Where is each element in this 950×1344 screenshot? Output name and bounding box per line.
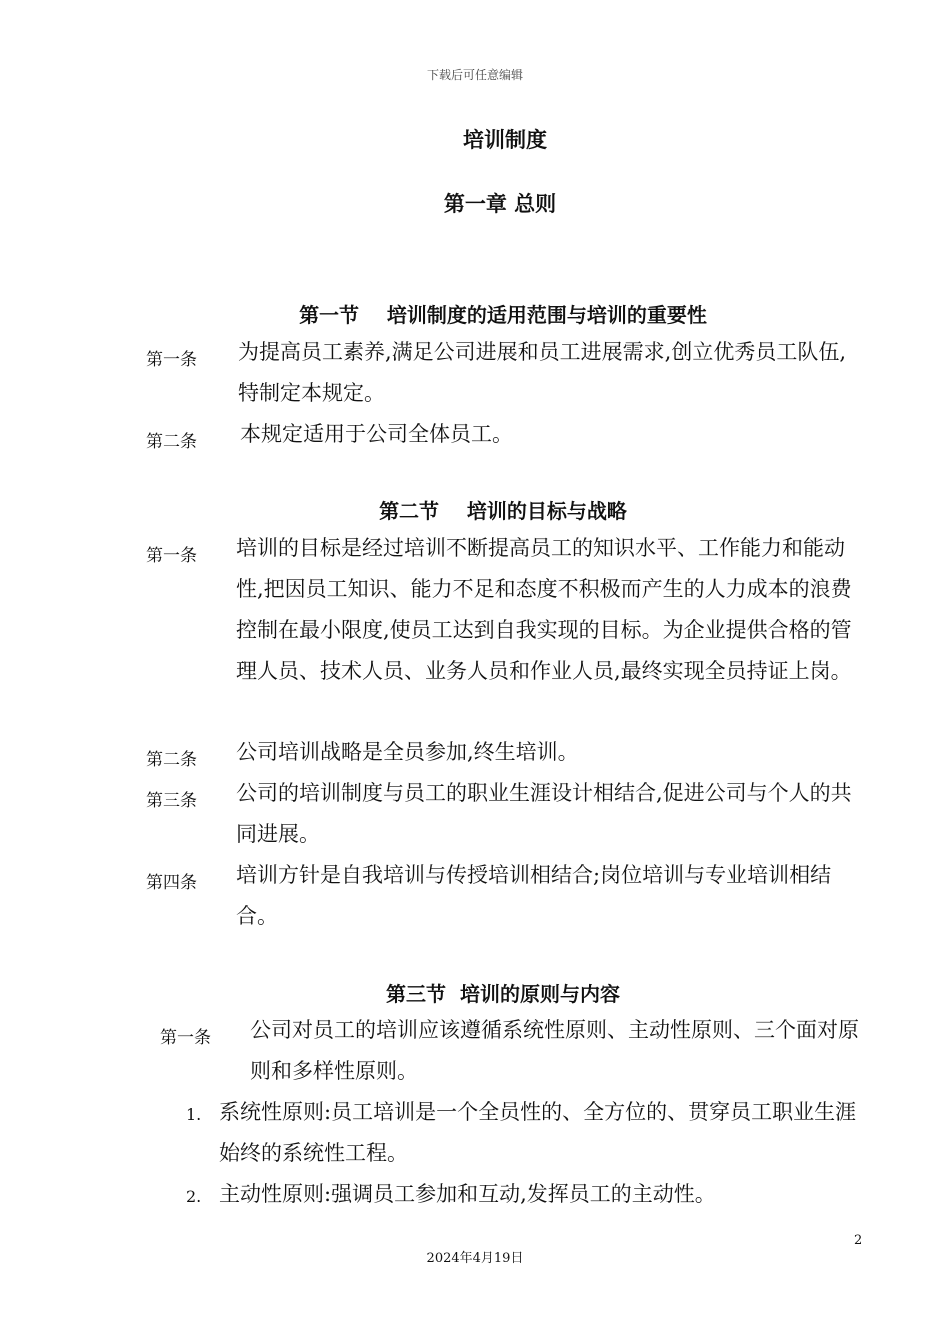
article-label: 第一条 — [160, 1028, 211, 1048]
document-title: 培训制度 — [463, 127, 547, 152]
article-label: 第三条 — [146, 791, 197, 811]
chapter-heading: 第一章 总则 — [443, 191, 557, 216]
section-heading-3: 第三节 培训的原则与内容 — [386, 982, 620, 1006]
article-label: 第四条 — [146, 873, 197, 893]
article-text: 本规定适用于公司全体员工。 — [240, 422, 513, 446]
article-text: 公司对员工的培训应该遵循系统性原则、主动性原则、三个面对原则和多样性原则。 — [250, 1018, 859, 1083]
footer-date: 2024年4月19日 — [426, 1251, 524, 1266]
article-text: 公司的培训制度与员工的职业生涯设计相结合,促进公司与个人的共同进展。 — [236, 781, 852, 846]
list-item-text: 系统性原则:员工培训是一个全员性的、全方位的、贯穿员工职业生涯始终的系统性工程。 — [219, 1100, 857, 1165]
article-label: 第一条 — [146, 546, 197, 566]
section-heading-2: 第二节 培训的目标与战略 — [379, 499, 627, 523]
article-label: 第一条 — [146, 350, 197, 370]
article-text: 公司培训战略是全员参加,终生培训。 — [236, 740, 579, 764]
article-text: 培训方针是自我培训与传授培训相结合;岗位培训与专业培训相结合。 — [236, 863, 832, 928]
list-item-text: 主动性原则:强调员工参加和互动,发挥员工的主动性。 — [219, 1182, 716, 1206]
header-note: 下载后可任意编辑 — [426, 68, 523, 82]
article-label: 第二条 — [146, 750, 197, 770]
article-text: 为提高员工素养,满足公司进展和员工进展需求,创立优秀员工队伍,特制定本规定。 — [238, 340, 847, 405]
list-item-number: 2. — [186, 1187, 202, 1206]
list-item-number: 1. — [186, 1105, 202, 1124]
article-text: 培训的目标是经过培训不断提高员工的知识水平、工作能力和能动性,把因员工知识、能力不足和态度不积极而产生的人力成本的浪费控制在最小限度,使员工达到自我实现的目标。为企业提供合格的管理人员、技术人员、业务人员和作业人员,最终实现全员持证上岗。 — [236, 536, 852, 683]
page-number: 2 — [854, 1233, 863, 1248]
section-heading-1: 第一节 培训制度的适用范围与培训的重要性 — [299, 303, 707, 327]
article-label: 第二条 — [146, 432, 197, 452]
